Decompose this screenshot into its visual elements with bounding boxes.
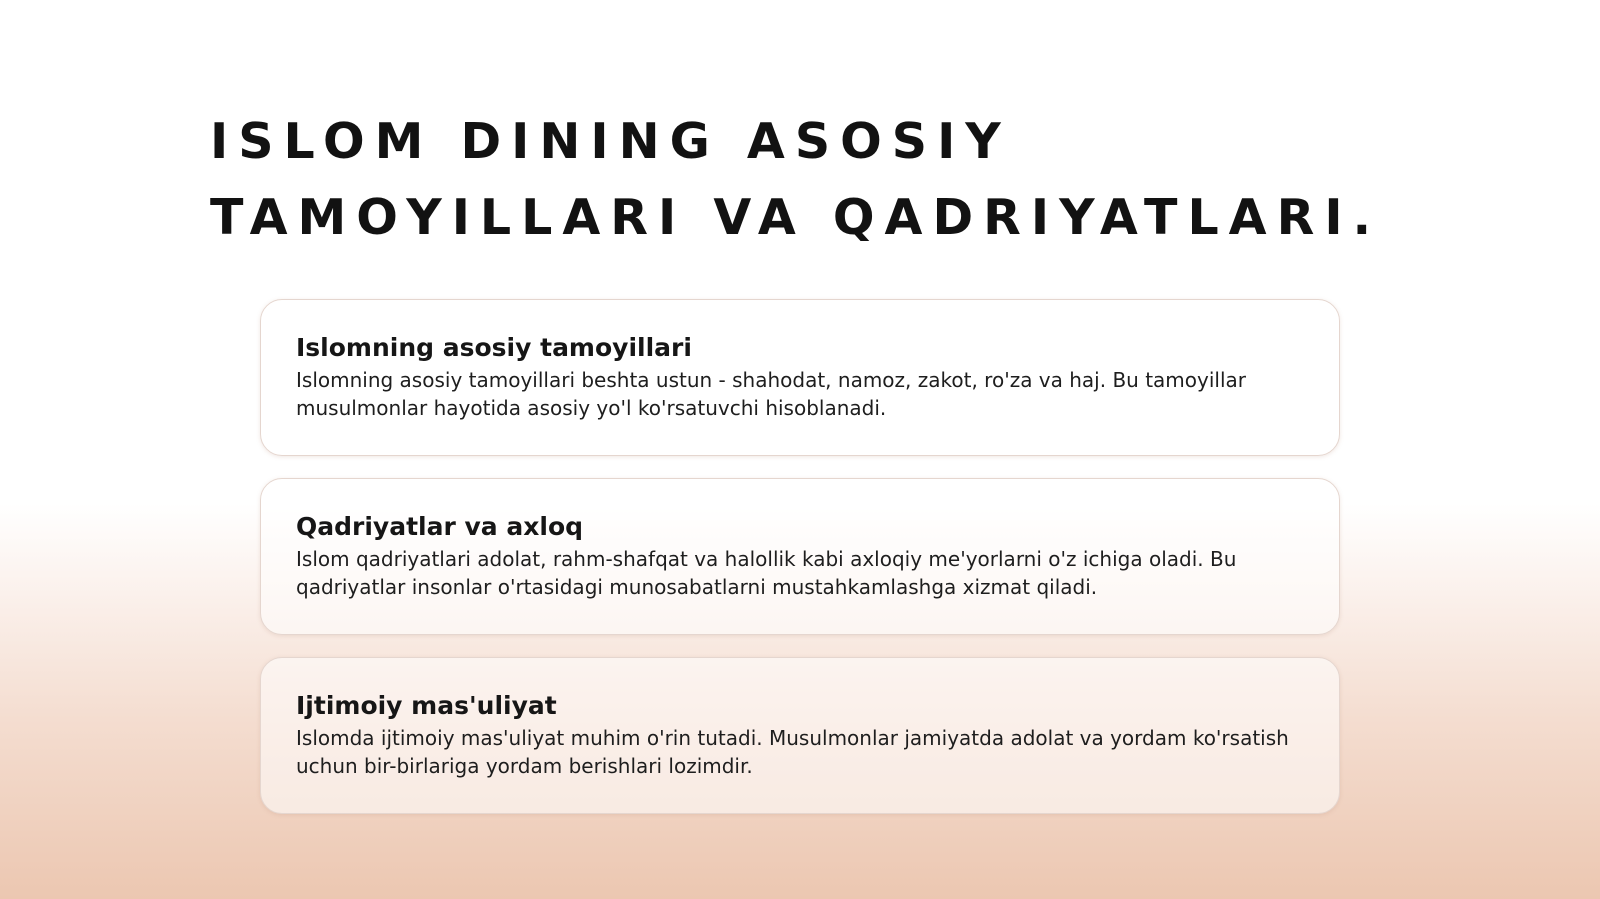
- card-social-responsibility: [260, 657, 1340, 814]
- card-text: Islomning asosiy tamoyillari beshta ustun - shahodat, namoz, zakot, ro'za va haj. Bu tamoyillar musulmonlar hayotida asosiy yo'l ko'rsatuvchi hisoblanadi.: [296, 368, 1247, 420]
- card-list: [260, 299, 1340, 836]
- card-principles: [260, 299, 1340, 456]
- card-title: Qadriyatlar va axloq: [296, 512, 584, 541]
- card-title: Islomning asosiy tamoyillari: [296, 333, 692, 362]
- card-text: Islomda ijtimoiy mas'uliyat muhim o'rin tutadi. Musulmonlar jamiyatda adolat va yordam ko'rsatish uchun bir-birlariga yordam berishlari lozimdir.: [296, 726, 1289, 778]
- card-values: [260, 478, 1340, 635]
- slide-title: [210, 104, 1470, 256]
- card-text: Islom qadriyatlari adolat, rahm-shafqat va halollik kabi axloqiy me'yorlarni o'z ichiga oladi. Bu qadriyatlar insonlar o'rtasidagi munosabatlarni mustahkamlashga xizmat qiladi.: [296, 547, 1237, 599]
- card-title: Ijtimoiy mas'uliyat: [296, 691, 557, 720]
- slide-title-line-2: TAMOYILLARI VA QADRIYATLARI.: [210, 189, 1382, 246]
- slide-title-line-1: ISLOM DINING ASOSIY: [210, 113, 1011, 170]
